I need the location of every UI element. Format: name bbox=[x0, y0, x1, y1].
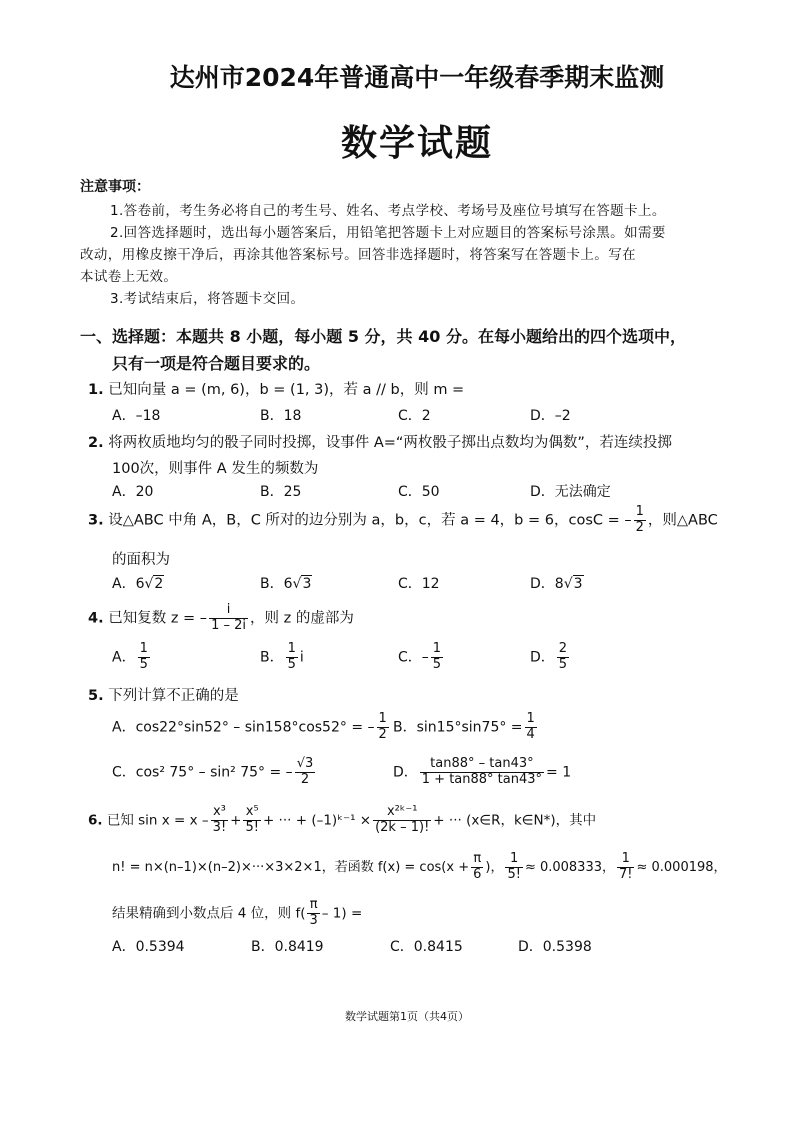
question-6-line-2: n! = n×(n–1)×(n–2)×···×3×2×1，若函数 f(x) = cos(x + $\frac{\pi}{6}$ )， $\frac{1}{5!}$ ≈ 0.008333， $\frac{1}{7!}$ ≈ 0.000198， bbox=[112, 851, 727, 882]
q4-option-c: C．– $\frac{1}{5}$ bbox=[398, 641, 442, 672]
section-heading-line-1: 一、选择题：本题共 8 小题，每小题 5 分，共 40 分。在每小题给出的四个选项中， bbox=[80, 327, 686, 346]
question-number: 2. bbox=[88, 435, 104, 451]
question-stem-end: ，则△ABC bbox=[647, 512, 718, 529]
question-2-line-2: 100次，则事件 A 发生的频数为 bbox=[112, 461, 319, 477]
q4-option-b: B． $\frac{1}{5}$ i bbox=[260, 641, 304, 672]
question-stem: 设△ABC 中角 A，B，C 所对的边分别为 a，b，c，若 a = 4，b = 6，cosC = – bbox=[108, 512, 632, 529]
question-4 bbox=[88, 603, 354, 634]
section-heading-line-2: 只有一项是符合题目要求的。 bbox=[112, 354, 321, 373]
q5-option-a: A．cos22°sin52° – sin158°cos52° = – $\frac{1}{2}$ bbox=[112, 711, 387, 742]
question-6: 6. 已知 sin x = x – $\frac{\text{x³}}{3!}$ + $\frac{\text{x⁵}}{5!}$ + ··· + (–1)ᵏ⁻¹ × $\frac{\text{x²ᵏ⁻¹}}{(2k - 1)!}$ + ··· (x∈R，k∈N*)，其中 bbox=[88, 804, 597, 835]
notice-heading: 注意事项： bbox=[80, 179, 150, 195]
q6-option-b: B．0.8419 bbox=[251, 939, 324, 955]
question-number: 1. bbox=[88, 382, 104, 398]
q1-option-c: C．2 bbox=[398, 408, 431, 424]
question-stem: 下列计算不正确的是 bbox=[108, 688, 239, 704]
q5-option-d: D． $\frac{\tan 88^\circ - \tan 43^\circ}{1 + \tan 88^\circ \tan 43^\circ}$ = 1 bbox=[393, 756, 572, 787]
exam-title: 达州市2024年普通高中一年级春季期末监测 bbox=[169, 63, 665, 92]
question-stem-math: a = (m, 6)，b = (1, 3)，若 a // b，则 m = bbox=[170, 382, 465, 398]
question-1 bbox=[88, 378, 464, 399]
notice-line-4: 本试卷上无效。 bbox=[80, 269, 178, 285]
q4-option-a: A． $\frac{1}{5}$ bbox=[112, 641, 148, 672]
subject-title: 数学试题 bbox=[340, 122, 493, 164]
notice-line-1: 1.答卷前，考生务必将自己的考生号、姓名、考点学校、考场号及座位号填写在答题卡上。 bbox=[110, 203, 666, 219]
question-stem: 已知复数 z = – bbox=[108, 610, 208, 627]
q2-option-c: C．50 bbox=[398, 484, 440, 500]
question-6-line-3: 结果精确到小数点后 4 位，则 f( $\frac{\pi}{3}$ – 1) = bbox=[112, 897, 363, 928]
q6-option-d: D．0.5398 bbox=[518, 939, 592, 955]
question-2 bbox=[88, 431, 672, 452]
question-stem-end: ，则 z 的虚部为 bbox=[249, 610, 354, 627]
q2-option-b: B．25 bbox=[260, 484, 302, 500]
q3-option-b: B．6√3 bbox=[260, 576, 312, 592]
question-3-line-2: 的面积为 bbox=[112, 552, 170, 568]
q6-option-c: C．0.8415 bbox=[390, 939, 463, 955]
q2-option-d: D．无法确定 bbox=[530, 484, 611, 500]
question-number: 5. bbox=[88, 688, 104, 704]
fraction: $\frac{1}{2}$ bbox=[635, 504, 644, 535]
q3-option-d: D．8√3 bbox=[530, 576, 583, 592]
question-stem: 已知向量 bbox=[108, 382, 167, 398]
q2-option-a: A．20 bbox=[112, 484, 154, 500]
question-number: 3. bbox=[88, 512, 104, 529]
notice-line-5: 3.考试结束后，将答题卡交回。 bbox=[110, 291, 305, 307]
page-footer: 数学试题第1页（共4页） bbox=[345, 1010, 469, 1023]
notice-line-2: 2.回答选择题时，选出每小题答案后，用铅笔把答题卡上对应题目的答案标号涂黑。如需要 bbox=[110, 225, 666, 241]
question-number: 6. bbox=[88, 812, 103, 829]
q3-option-c: C．12 bbox=[398, 576, 440, 592]
q1-option-a: A．–18 bbox=[112, 408, 161, 424]
fraction: $\frac{i}{1 - 2i}$ bbox=[211, 602, 246, 633]
question-stem: 将两枚质地均匀的骰子同时投掷，设事件 A=“两枚骰子掷出点数均为偶数”，若连续投掷 bbox=[108, 435, 672, 451]
question-3 bbox=[88, 505, 718, 536]
q5-option-c: C．cos² 75° – sin² 75° = – $\frac{√3}{2}$ bbox=[112, 756, 314, 787]
q1-option-b: B．18 bbox=[260, 408, 302, 424]
q6-option-a: A．0.5394 bbox=[112, 939, 185, 955]
q4-option-d: D． $\frac{2}{5}$ bbox=[530, 641, 568, 672]
question-5 bbox=[88, 684, 239, 705]
notice-line-3: 改动，用橡皮擦干净后，再涂其他答案标号。回答非选择题时，将答案写在答题卡上。写在 bbox=[80, 247, 636, 263]
q3-option-a: A．6√2 bbox=[112, 576, 164, 592]
question-number: 4. bbox=[88, 610, 104, 627]
q1-option-d: D．–2 bbox=[530, 408, 571, 424]
q5-option-b: B．sin15°sin75° = $\frac{1}{4}$ bbox=[393, 711, 535, 742]
